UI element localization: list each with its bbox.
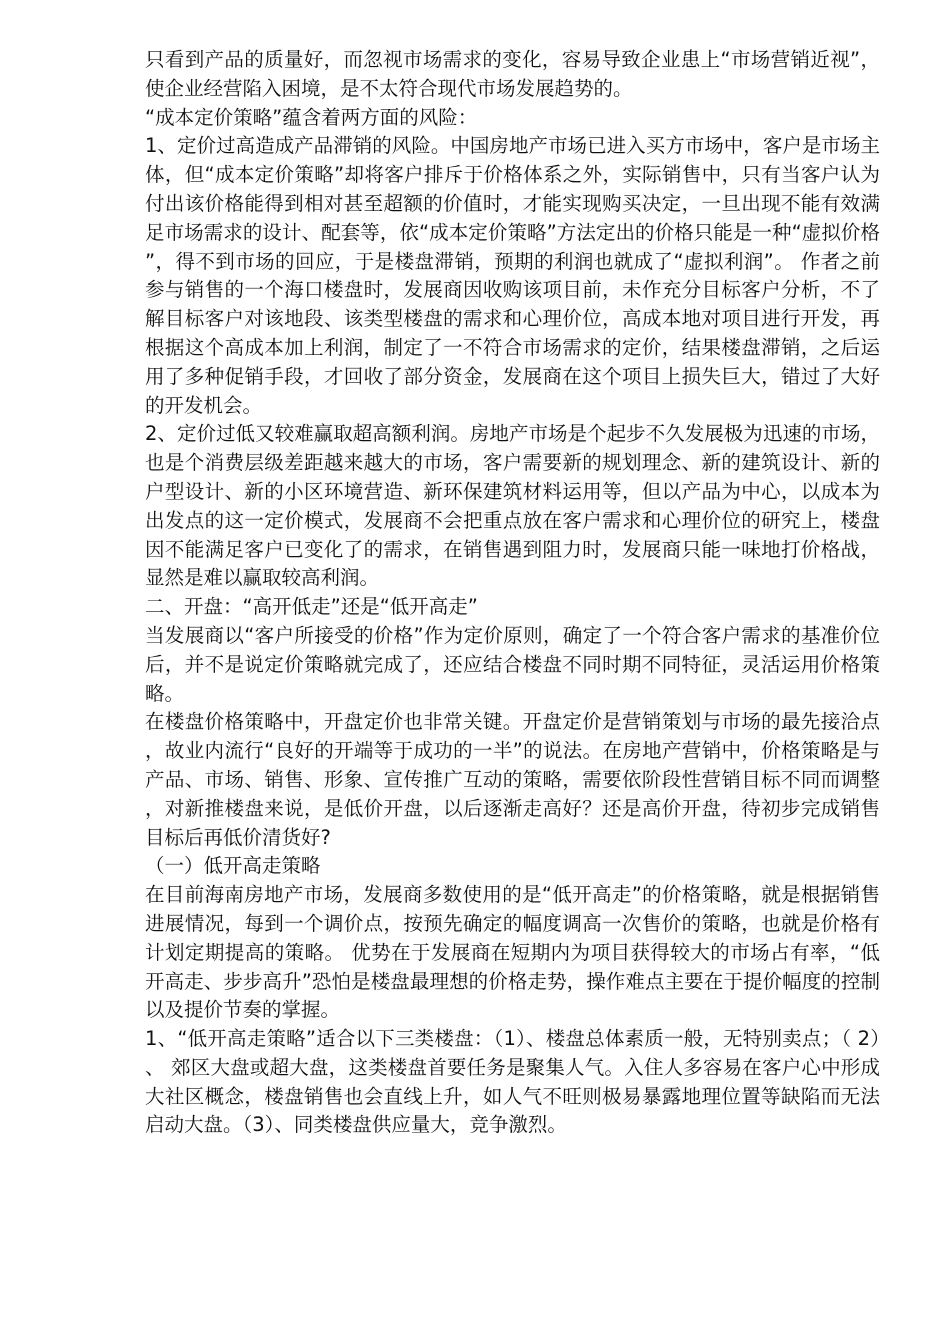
paragraph-opening-pricing: 在楼盘价格策略中，开盘定价也非常关键。开盘定价是营销策划与市场的最先接洽点，故业内流行“良好的开端等于成功的一半”的说法。在房地产营销中，价格策略是与产品、市场、销售、形象、宣传推广互动的策略，需要依阶段性营销目标不同而调整，对新推楼盘来说，是低价开盘，以后逐渐走高好？还是高价开盘，待初步完成销售目标后再低价清货好? [145, 710, 880, 849]
paragraph-pricing-principle: 当发展商以“客户所接受的价格”作为定价原则，确定了一个符合客户需求的基准价位后，并不是说定价策略就完成了，还应结合楼盘不同时期不同特征，灵活运用价格策略。 [145, 623, 880, 705]
paragraph-marketing-myopia: 只看到产品的质量好，而忽视市场需求的变化，容易导致企业患上“市场营销近视”，使企业经营陷入困境，是不太符合现代市场发展趋势的。 [145, 48, 880, 100]
paragraph-suitable-projects: 1、“低开高走策略”适合以下三类楼盘：（1）、楼盘总体素质一般，无特别卖点；（ 2）、 郊区大盘或超大盘，这类楼盘首要任务是聚集人气。入住人多容易在客户心中形成大社区概念，楼盘销售也会直线上升，如人气不旺则极易暴露地理位置等缺陷而无法启动大盘。（3）、同类楼盘供应量大，竞争激烈。 [145, 1027, 880, 1137]
paragraph-low-open-high-strategy: 在目前海南房地产市场，发展商多数使用的是“低开高走”的价格策略，就是根据销售进展情况，每到一个调价点，按预先确定的幅度调高一次售价的策略，也就是价格有计划定期提高的策略。 优势在于发展商在短期内为项目获得较大的市场占有率，“低开高走、步步高升”恐怕是楼盘最理想的价格走势，操作难点主要在于提价幅度的控制以及提价节奏的掌握。 [145, 883, 880, 1022]
paragraph-cost-pricing-risks-intro: “成本定价策略”蕴含着两方面的风险： [145, 105, 478, 129]
section-heading-opening: 二、开盘：“高开低走”还是“低开高走” [145, 595, 478, 619]
subsection-heading-low-open-high: （一）低开高走策略 [145, 854, 321, 878]
paragraph-risk-low-price: 2、定价过低又较难赢取超高额利润。房地产市场是个起步不久发展极为迅速的市场，也是个消费层级差距越来越大的市场，客户需要新的规划理念、新的建筑设计、新的户型设计、新的小区环境营造、新环保建筑材料运用等，但以产品为中心，以成本为出发点的这一定价模式，发展商不会把重点放在客户需求和心理价位的研究上，楼盘因不能满足客户已变化了的需求，在销售遇到阻力时，发展商只能一味地打价格战，显然是难以赢取较高利润。 [145, 422, 880, 590]
paragraph-risk-high-price: 1、定价过高造成产品滞销的风险。中国房地产市场已进入买方市场中，客户是市场主体，但“成本定价策略”却将客户排斥于价格体系之外，实际销售中，只有当客户认为付出该价格能得到相对甚至超额的价值时，才能实现购买决定，一旦出现不能有效满足市场需求的设计、配套等，依“成本定价策略”方法定出的价格只能是一种“虚拟价格”，得不到市场的回应，于是楼盘滞销，预期的利润也就成了“虚拟利润”。 作者之前参与销售的一个海口楼盘时，发展商因收购该项目前，未作充分目标客户分析，不了解目标客户对该地段、该类型楼盘的需求和心理价位，高成本地对项目进行开发，再根据这个高成本加上利润，制定了一不符合市场需求的定价，结果楼盘滞销，之后运用了多种促销手段，才回收了部分资金，发展商在这个项目上损失巨大，错过了大好的开发机会。 [145, 134, 880, 417]
document-body [145, 46, 880, 1140]
